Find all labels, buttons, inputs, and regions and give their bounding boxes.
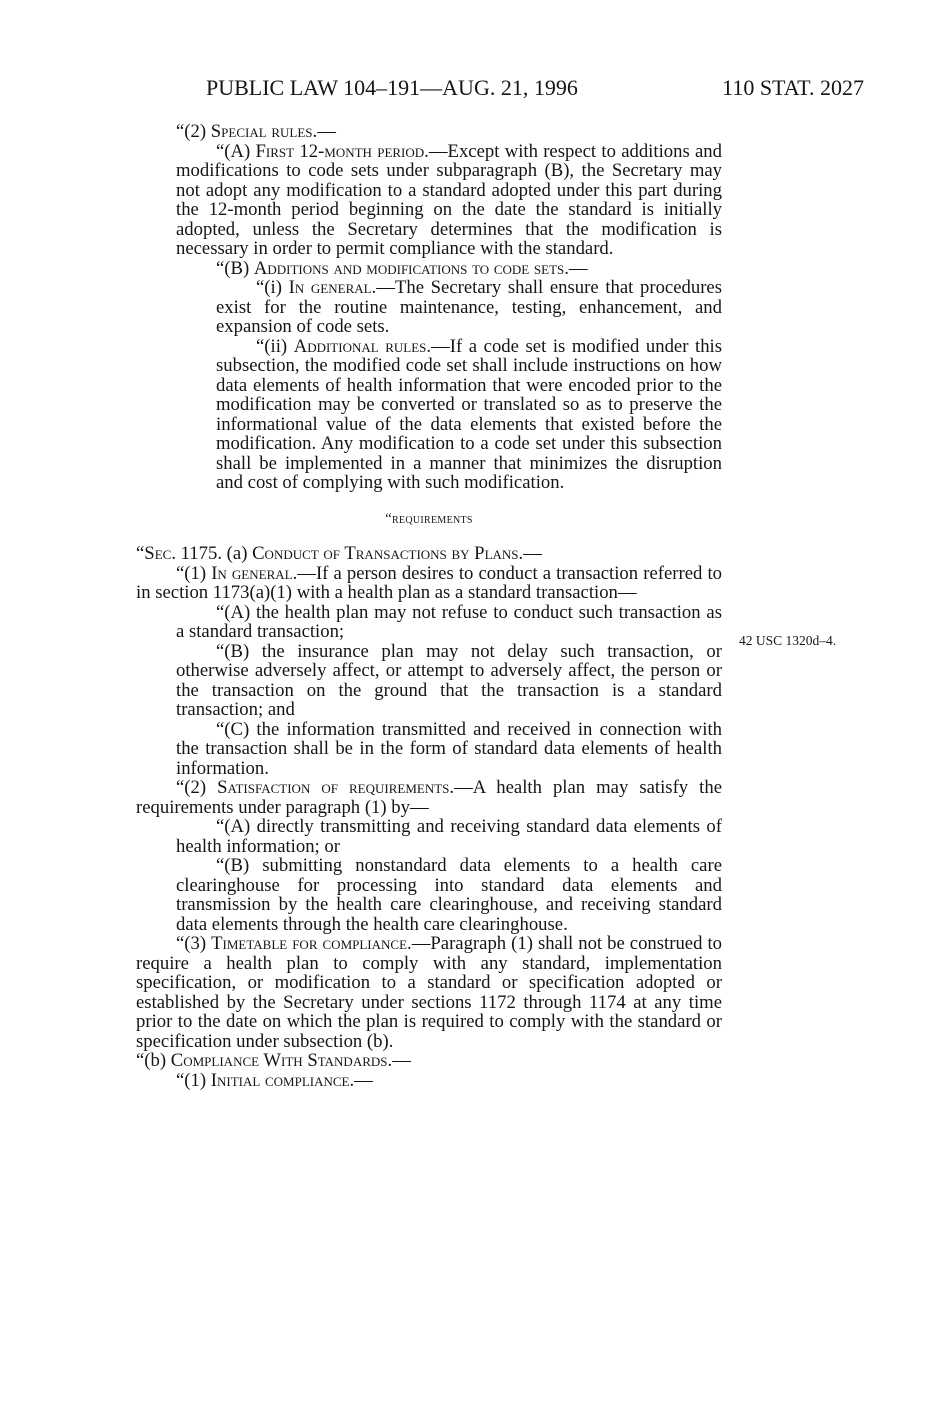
paragraph-initial-compliance: “(1) Initial compliance.— xyxy=(176,1069,373,1091)
header-stat-page: 110 STAT. 2027 xyxy=(722,75,864,100)
clause-c-standard-form: “(C) the information transmitted and received in connection with the transaction shall be in the form of standard data elements of health information. xyxy=(176,718,722,779)
section-1175-heading: “Sec. 1175. (a) Conduct of Transactions by Plans.— xyxy=(136,543,542,564)
section-heading-requirements: “requirements xyxy=(385,510,473,527)
clause-a-directly-transmitting: “(A) directly transmitting and receiving standard data elements of health information; or xyxy=(176,816,722,857)
statute-text xyxy=(136,122,722,1090)
clause-b-delay: “(B) the insurance plan may not delay such transaction, or otherwise adversely affect, or attempt to adversely affect, the person or the transaction on the ground that the transaction is a standard transaction; and xyxy=(176,640,722,720)
clause-b-clearinghouse: “(B) submitting nonstandard data elements to a health care clearinghouse for processing into standard data elements and transmission by the health care clearinghouse, and receiving standard data elements through the health care clearinghouse. xyxy=(176,855,722,935)
paragraph-additional-rules: “(ii) Additional rules.—If a code set is modified under this subsection, the modified code set shall include instructions on how data elements of health information that were encoded prior to the modification may be converted or translated so as to preserve the informational value of the data elements that existed before the modification. Any modification to a code set under this subsection shall be implemented in a manner that minimizes the disruption and cost of complying with such modification. xyxy=(216,335,723,493)
clause-a-refuse: “(A) the health plan may not refuse to conduct such transaction as a standard transaction; xyxy=(176,601,722,642)
paragraph-additions-modifications: “(B) Additions and modifications to code sets.— xyxy=(216,257,588,279)
paragraph-in-general-i: “(i) In general.—The Secretary shall ensure that procedures exist for the routine maintenance, testing, enhancement, and expansion of code sets. xyxy=(216,277,723,337)
paragraph-special-rules: “(2) Special rules.— xyxy=(176,121,336,142)
paragraph-1-in-general: “(1) In general.—If a person desires to conduct a transaction referred to in section 1173(a)(1) with a health plan as a standard transaction— xyxy=(136,562,722,603)
header-title: PUBLIC LAW 104–191—AUG. 21, 1996 xyxy=(206,75,578,100)
paragraph-first-12-month-period: “(A) First 12-month period.—Except with respect to additions and modifications to code sets under subparagraph (B), the Secretary may not adopt any modification to a standard adopted under this part during the 12-month period beginning on the date the standard is initially adopted, unless the Secretary determines that the modification is necessary in order to permit compliance with the standard. xyxy=(176,140,722,259)
paragraph-2-satisfaction: “(2) Satisfaction of requirements.—A health plan may satisfy the requirements under paragraph (1) by— xyxy=(136,777,723,818)
usc-citation-sidenote: 42 USC 1320d–4. xyxy=(739,633,837,648)
subsection-b-compliance: “(b) Compliance With Standards.— xyxy=(136,1050,411,1071)
paragraph-3-timetable: “(3) Timetable for compliance.—Paragraph (1) shall not be construed to require a health plan to comply with any standard, implementation specification, or modification to a standard or specification adopted or established by the Secretary under sections 1172 through 1174 at any time prior to the date on which the plan is required to comply with the standard or specification under subsection (b). xyxy=(136,933,722,1052)
